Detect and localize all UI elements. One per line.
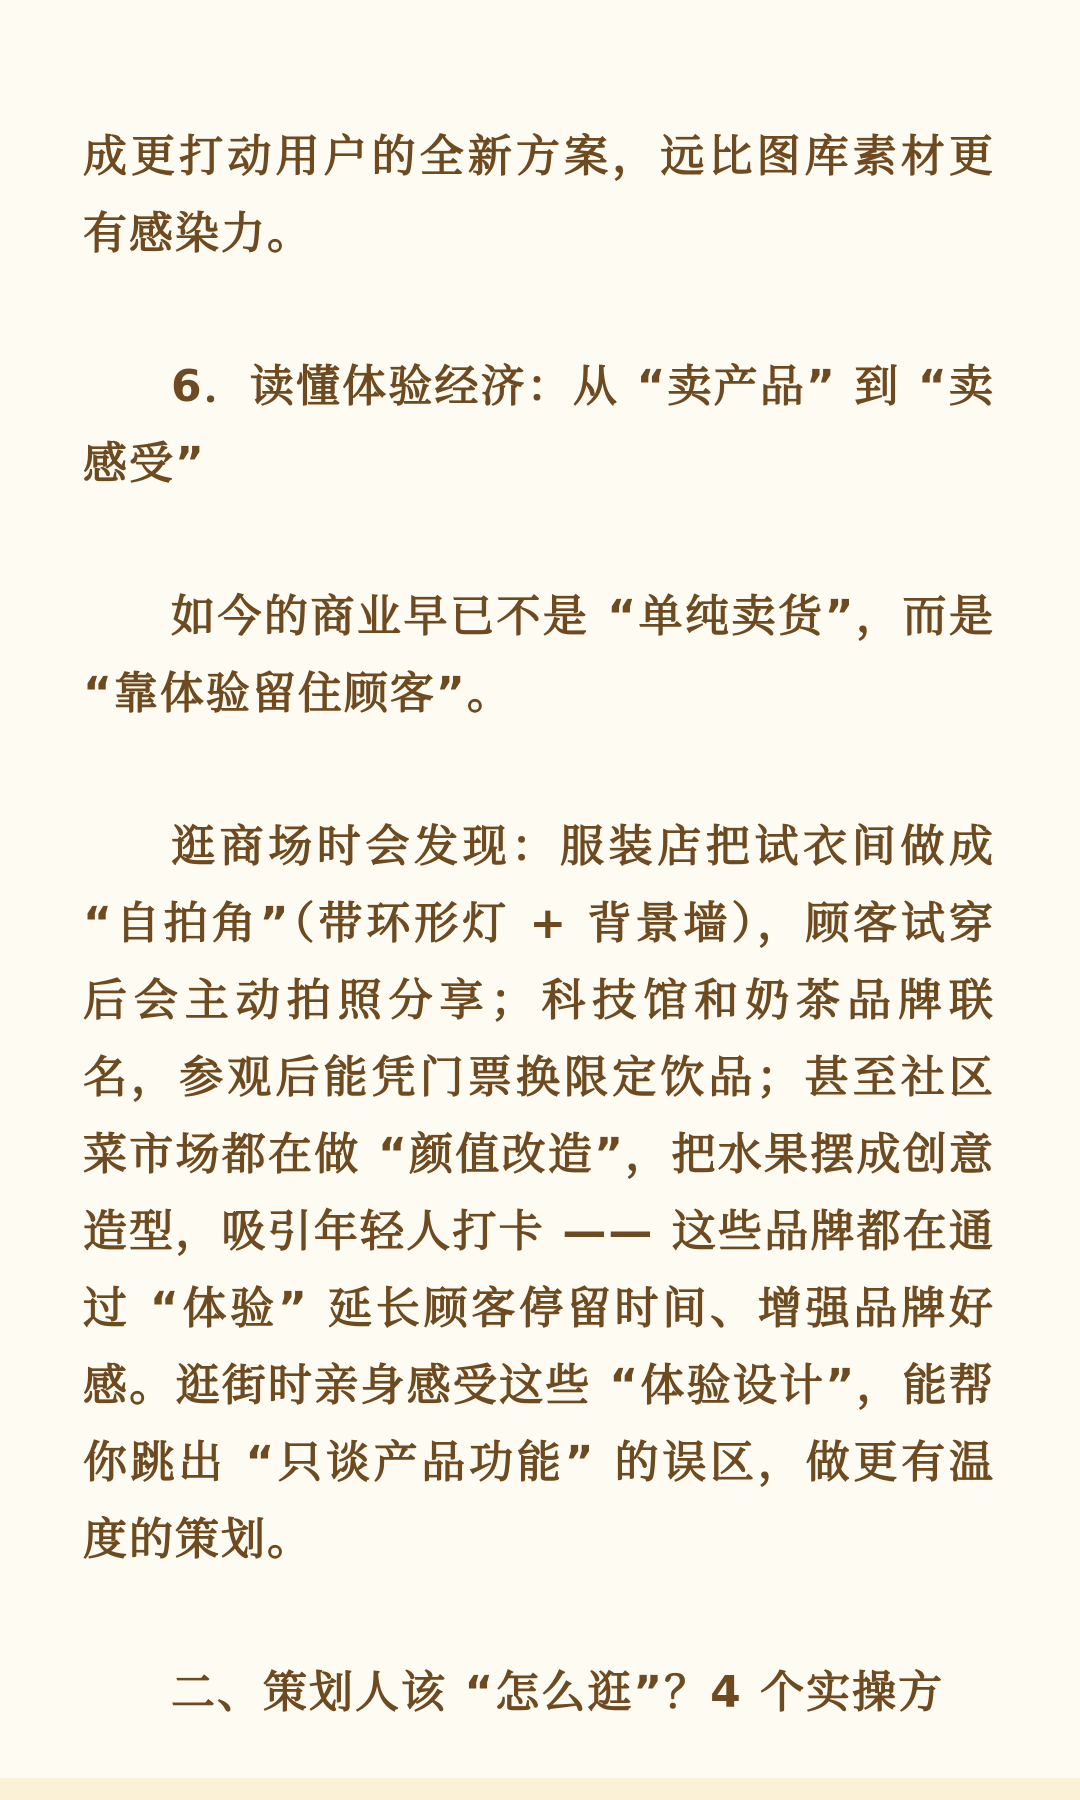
section-heading-how-to-shop: 二、策划人该 “怎么逛”？4 个实操方 bbox=[171, 1667, 945, 1718]
section-heading-experience-economy: 6．读懂体验经济：从 “卖产品” 到 “卖感受” bbox=[83, 361, 995, 489]
paragraph-continuation: 成更打动用户的全新方案，远比图库素材更有感染力。 bbox=[83, 131, 995, 259]
article-body bbox=[83, 118, 995, 1731]
paragraph-business-intro: 如今的商业早已不是 “单纯卖货”，而是 “靠体验留住顾客”。 bbox=[83, 591, 995, 719]
bottom-edge-strip bbox=[0, 1778, 1080, 1800]
paragraph-mall-examples: 逛商场时会发现：服装店把试衣间做成 “自拍角”（带环形灯 + 背景墙），顾客试穿后会主动拍照分享；科技馆和奶茶品牌联名，参观后能凭门票换限定饮品；甚至社区菜市场都在做 “颜值改造”，把水果摆成创意造型，吸引年轻人打卡 —— 这些品牌都在通过 “体验” 延长顾客停留时间、增强品牌好感。逛街时亲身感受这些 “体验设计”，能帮你跳出 “只谈产品功能” 的误区，做更有温度的策划。 bbox=[83, 821, 995, 1565]
